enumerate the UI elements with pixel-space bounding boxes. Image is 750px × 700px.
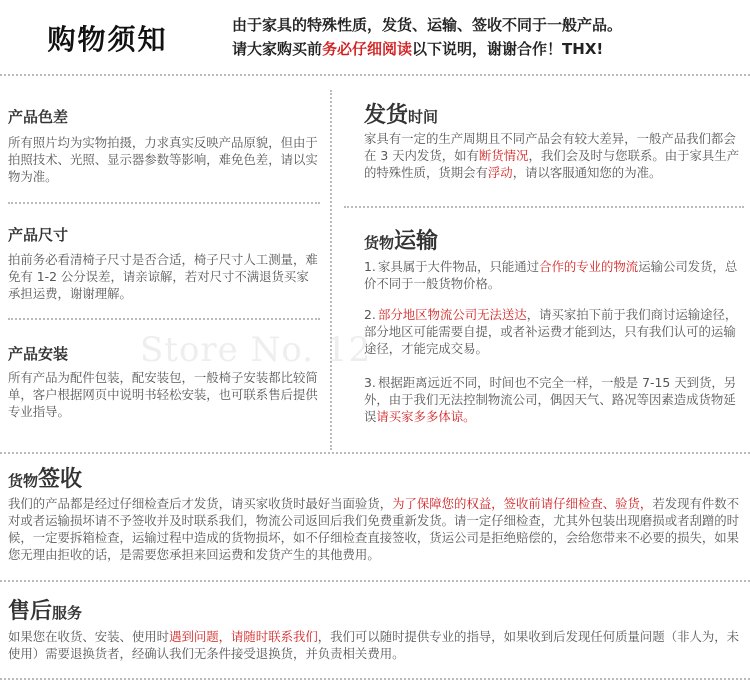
store-watermark: Store No. 12 <box>140 330 372 370</box>
transport-item-1-text-b: 运输公司发货，总价不同于一般货物价格。 <box>364 259 738 291</box>
shipping-text-b: ，我们会及时与您联系。由于家具生产的特殊性质，货期会有 <box>364 148 740 180</box>
section-heading-shipping <box>364 98 438 129</box>
divider-left-2 <box>8 318 320 320</box>
receive-text-red: 为了保障您的权益，签收前请仔细检查、验货， <box>392 496 653 511</box>
heading-receive-big: 签收 <box>38 467 83 492</box>
section-body-after-sales <box>8 628 742 662</box>
header-notice-line2 <box>232 38 603 59</box>
heading-receive-small: 货物 <box>8 472 39 490</box>
shipping-text-red2: 浮动 <box>487 165 513 180</box>
header-line2-post: 以下说明，谢谢合作！THX! <box>412 40 604 58</box>
heading-shipping-big: 发货 <box>364 103 409 128</box>
transport-item-2-red: 部分地区物流公司无法送达 <box>378 307 527 322</box>
section-heading-transport <box>364 224 438 255</box>
section-body-color-diff: 所有照片均为实物拍摄，力求真实反映产品原貌，但由于拍照技术、光照、显示器参数等影响，难免色差，请以实物为准。 <box>8 135 318 184</box>
receive-text-a: 我们的产品都是经过仔细检查后才发货，请买家收货时最好当面验货， <box>8 496 393 511</box>
divider-lower <box>0 580 750 582</box>
section-body-receive <box>8 495 742 563</box>
heading-shipping-small: 时间 <box>408 108 439 126</box>
section-heading-install: 产品安装 <box>8 345 69 363</box>
transport-item-3-text-a: 根据距离远近不同，时间也不完全一样，一般是 7-15 天到货，另外，由于我们无法控制物流公司，偶因天气、路况等因素造成货物延误 <box>364 375 737 424</box>
heading-transport-big: 运输 <box>394 229 439 254</box>
shipping-text-red1: 断货情况 <box>478 148 529 163</box>
divider-vertical <box>330 90 332 450</box>
divider-bottom <box>0 678 750 680</box>
header-line2-emphasis: 务必仔细阅读 <box>322 40 413 58</box>
after-sales-text-a: 如果您在收货、安装、使用时 <box>8 629 170 644</box>
section-body-shipping <box>364 130 744 181</box>
page-title: 购物须知 <box>47 23 168 56</box>
transport-item-3-num: 3. <box>364 375 376 390</box>
divider-left-1 <box>8 202 320 204</box>
section-body-size: 拍前务必看清椅子尺寸是否合适，椅子尺寸人工测量，难免有 1-2 公分误差，请亲谅解，若对尺寸不满退货买家承担运费，谢谢理解。 <box>8 252 318 301</box>
transport-item-3-red: 请买家多多体谅。 <box>376 409 476 424</box>
receive-text-b: 若发现有件数不对或者运输损坏请不予签收并及时联系我们，物流公司返回后我们免费重新发货。请一定仔细检查，尤其外包装出现磨损或者刮蹭的时候，一定要拆箱检查，运输过程中造成的货物损坏，如不仔细检查直接签收，货运公司是拒绝赔偿的，会给您带来不必要的损失，如果您无理由拒收的话，是需要您承担来回运费和发货产生的其他费用。 <box>8 496 740 562</box>
divider-header <box>0 74 750 76</box>
transport-item-3 <box>364 374 744 425</box>
transport-item-2-num: 2. <box>364 307 376 322</box>
header-line2-pre: 请大家购买前 <box>232 40 323 58</box>
heading-after-sales-big: 售后 <box>8 599 53 624</box>
section-body-install: 所有产品为配件包装，配安装包，一般椅子安装都比较简单，客户根据网页中说明书轻松安装，也可联系售后提供专业指导。 <box>8 370 318 419</box>
section-heading-size: 产品尺寸 <box>8 226 69 244</box>
shipping-text-c: ，请以客服通知您的为准。 <box>512 165 662 180</box>
section-heading-after-sales <box>8 594 82 625</box>
section-heading-receive <box>8 462 82 493</box>
after-sales-text-red: 遇到问题，请随时联系我们 <box>169 629 318 644</box>
transport-item-1-red: 合作的专业的物流 <box>539 259 639 274</box>
header-notice-line1: 由于家具的特殊性质，发货、运输、签收不同于一般产品。 <box>232 16 623 34</box>
shipping-text-a: 家具有一定的生产周期且不同产品会有较大差异，一般产品我们都会在 3 天内发货，如有 <box>364 131 736 163</box>
after-sales-text-b: ，我们可以随时提供专业的指导，如果收到后发现任何质量问题（非人为，未使用）需要退换货者，经确认我们无条件接受退换货，并负责相关费用。 <box>8 629 740 661</box>
divider-middle <box>0 452 750 454</box>
transport-item-1-num: 1. <box>364 259 376 274</box>
transport-item-2 <box>364 306 744 357</box>
transport-item-2-text-b: ，请买家拍下前于我们商讨运输途径，部分地区可能需要自提，或者补运费才能到达，只有我们认可的运输途径，才能完成交易。 <box>364 307 738 356</box>
divider-right-1 <box>344 206 744 208</box>
heading-after-sales-small: 服务 <box>52 604 83 622</box>
section-heading-color-diff: 产品色差 <box>8 108 69 126</box>
transport-item-1 <box>364 258 744 292</box>
transport-item-1-text-a: 家具属于大件物品，只能通过 <box>378 259 540 274</box>
heading-transport-small: 货物 <box>364 234 395 252</box>
